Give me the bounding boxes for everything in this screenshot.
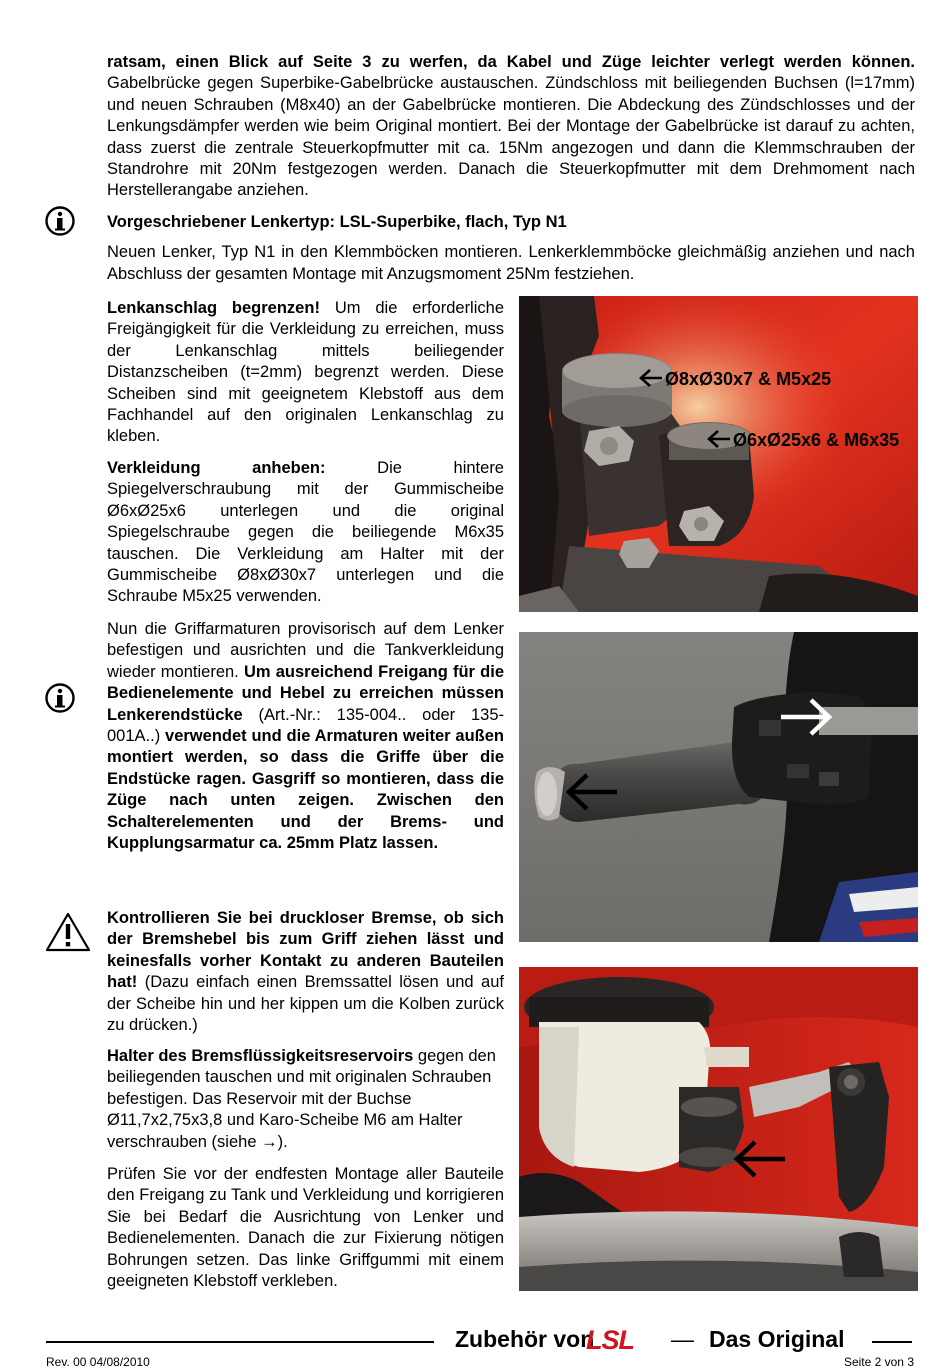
halter-text: gegen den beiliegenden tauschen und mit originalen Schrauben befestigen. Das Reservoir mit der Buchse Ø11,7x2,75x3,8 und Karo-Scheibe M6 am Halter verschrauben (siehe →). [107, 1047, 496, 1151]
pruefen-text: Prüfen Sie vor der endfesten Montage aller Bauteile den Freigang zu Tank und Verkleidung und korrigieren Sie bei Bedarf die Ausrichtung von Lenker und Bedienelementen. Danach die zur Fixierung nötigen Bohrungen setzen. Das linke Griffgummi mit einem geeigneten Klebstoff verkleben. [107, 1165, 504, 1291]
pruefen-paragraph [107, 1164, 504, 1292]
intro-text: Gabelbrücke gegen Superbike-Gabelbrücke austauschen. Zündschloss mit beiliegenden Buchsen (l=17mm) und neuen Schrauben (M8x40) an der Gabelbrücke montieren. Die Abdeckung des Zündschlosses und der Lenkungsdämpfer werden wie beim Original montiert. Bei der Montage der Gabelbrücke ist darauf zu achten, dass zuerst die zentrale Steuerkopfmutter mit ca. 15Nm angezogen und dann die Klemmschrauben der Standrohre mit 20Nm festgezogen werden. Danach die Steuerkopfmutter mit dem Drehmoment nach Herstellerangabe anziehen. [107, 74, 915, 200]
intro-paragraph [107, 52, 915, 202]
verkleidung-text: Die hintere Spiegelverschraubung mit der Gummischeibe Ø6xØ25x6 unterlegen und die original Spiegelschraube gegen die beiliegende M6x35 tauschen. Die Verkleidung am Halter mit der Gummischeibe Ø8xØ30x7 unterlegen und die Schraube M5x25 verwenden. [107, 459, 504, 606]
info-icon [44, 682, 76, 719]
warnung-text: (Dazu einfach einen Bremssattel lösen und auf der Scheibe hin und her kippen um die Kolben zurück zu drücken.) [107, 973, 504, 1035]
lenker-section [107, 212, 915, 285]
footer-rule-left [46, 1341, 434, 1343]
footer-brand-prefix: Zubehör von [455, 1326, 595, 1352]
lenkanschlag-bold: Lenkanschlag begrenzen! [107, 299, 320, 317]
warning-icon [44, 911, 92, 958]
footer-brand-suffix: Das Original [709, 1326, 845, 1352]
lenker-text: Neuen Lenker, Typ N1 in den Klemmböcken montieren. Lenkerklemmböcke gleichmäßig anziehen und nach Abschluss der gesamten Montage mit Anzugsmoment 25Nm festziehen. [107, 243, 915, 283]
footer-rule-right [872, 1341, 912, 1343]
revision-label: Rev. 00 04/08/2010 [46, 1355, 150, 1369]
halter-bold: Halter des Bremsflüssigkeitsreservoirs [107, 1047, 414, 1065]
lenkanschlag-paragraph [107, 298, 504, 448]
lenkanschlag-text: Um die erforderliche Freigängigkeit für die Verkleidung zu erreichen, muss der Lenkanschlag mittels beiliegender Distanzscheiben (t=2mm) begrenzt werden. Diese Scheiben sind mit geeignetem Klebstoff aus dem Fachhandel auf den originalen Lenkanschlag zu kleben. [107, 299, 504, 446]
griffarmaturen-paragraph [107, 619, 504, 854]
lsl-logo [584, 1324, 656, 1354]
griff-bold-1: Um ausreichend Freigang für die Bedienelemente und Hebel zu erreichen müssen Lenkerendstücke [107, 662, 505, 724]
logo-text: LSL [586, 1325, 634, 1354]
intro-bold: ratsam, einen Blick auf Seite 3 zu werfen, da Kabel und Züge leichter verlegt werden können. [107, 53, 915, 71]
photo-reservoir [519, 967, 918, 1291]
page-number: Seite 2 von 3 [843, 1355, 914, 1369]
photo-griff [519, 632, 918, 942]
griff-bold-2: verwendet und die Armaturen weiter außen montiert werden, so dass die Griffe über die Endstücke ragen. Gasgriff so montieren, dass die Züge nach unten zeigen. Zwischen den Schalterelementen und der Brems- und Kupplungsarmatur ca. 25mm Platz lassen. [107, 727, 504, 853]
warnung-paragraph [107, 908, 504, 1036]
halter-paragraph [107, 1046, 504, 1153]
lenker-heading: Vorgeschriebener Lenkertyp: LSL-Superbike, flach, Typ N1 [107, 213, 567, 231]
photo-label-2: Ø6xØ25x6 & M6x35 [733, 430, 900, 450]
verkleidung-paragraph [107, 458, 504, 608]
griff-text-1: Nun die Griffarmaturen provisorisch auf dem Lenker befestigen und ausrichten und die Tankverkleidung wieder montieren. [107, 620, 504, 681]
footer-dash: — [671, 1326, 694, 1352]
photo-label-1: Ø8xØ30x7 & M5x25 [665, 369, 832, 389]
warnung-bold: Kontrollieren Sie bei druckloser Bremse, ob sich der Bremshebel bis zum Griff ziehen lässt und keinesfalls vorher Kontakt zu anderen Bauteilen hat! [107, 909, 504, 992]
griff-text-2: (Art.-Nr.: 135-004.. oder 135-001A..) [107, 705, 504, 746]
photo-lenkanschlag [519, 296, 918, 612]
info-icon [44, 205, 76, 242]
verkleidung-bold: Verkleidung anheben: [107, 459, 326, 477]
